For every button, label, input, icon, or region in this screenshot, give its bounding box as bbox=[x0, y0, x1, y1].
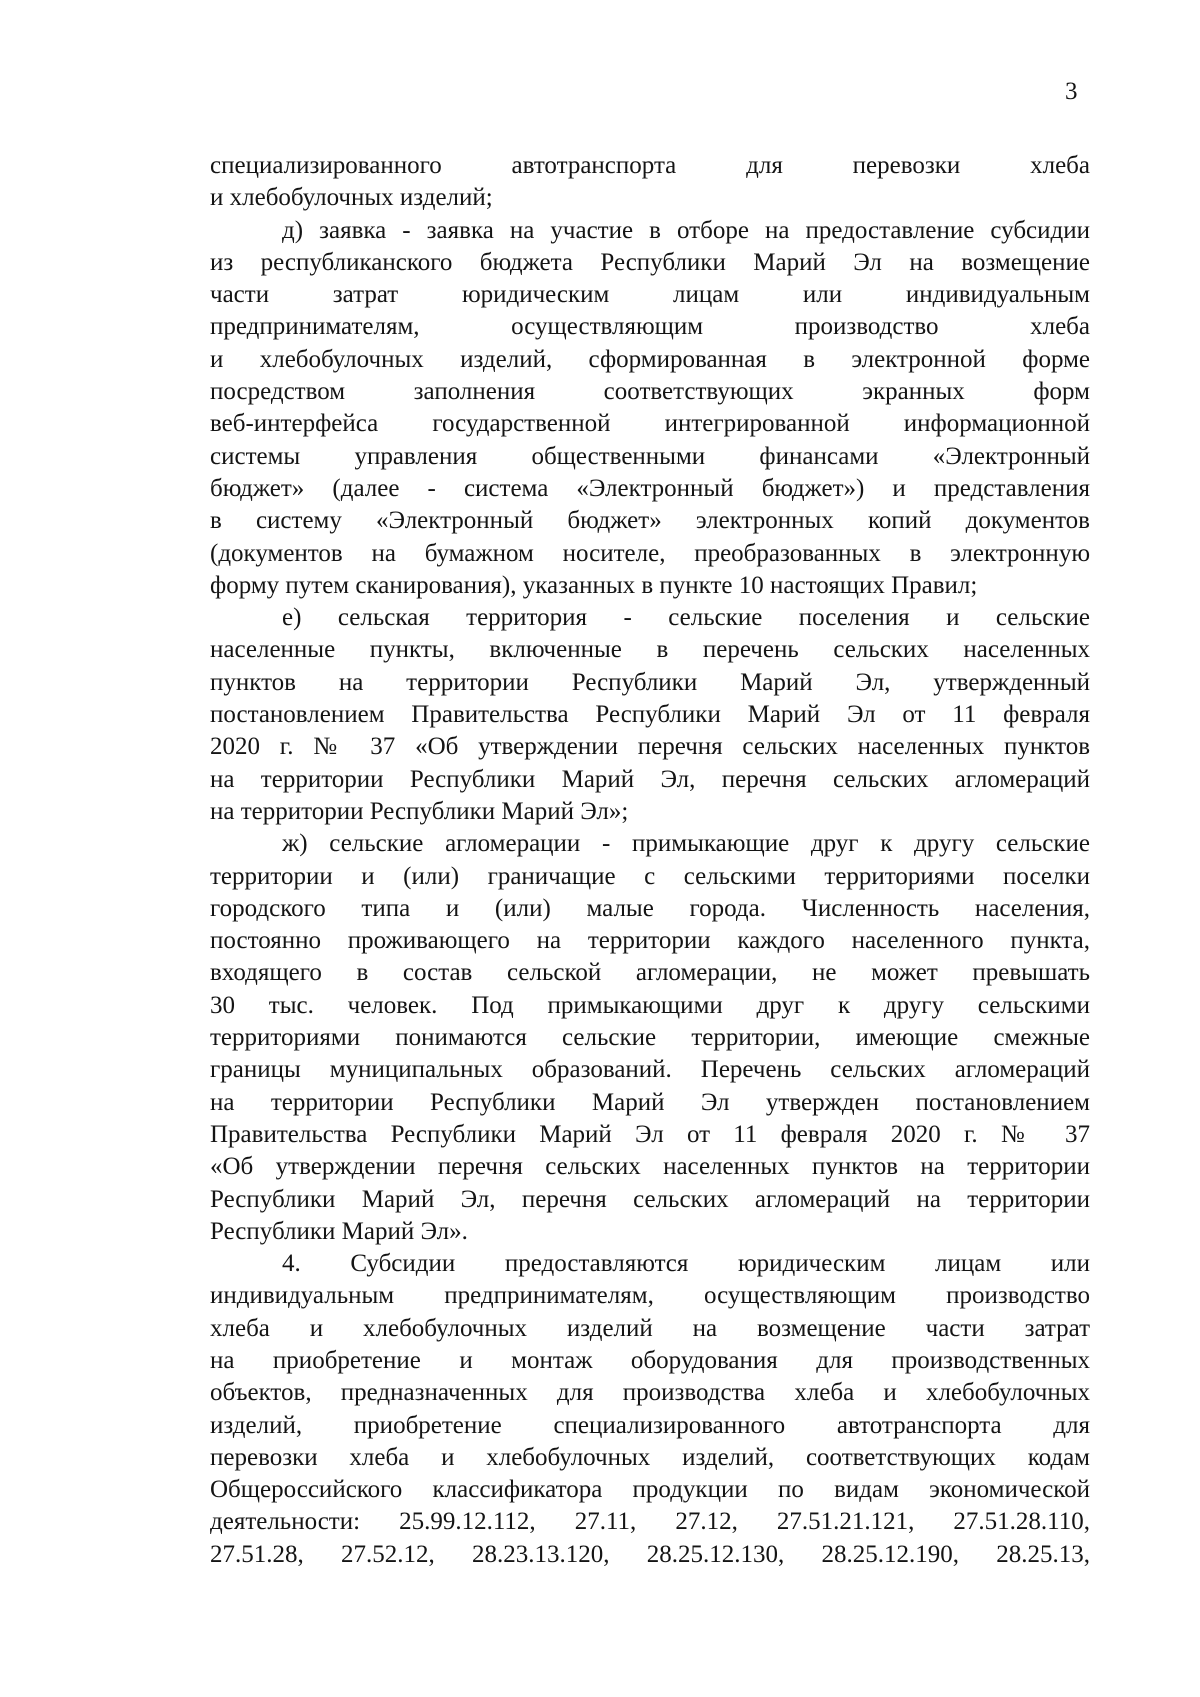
text-line: в систему «Электронный бюджет» электронных копий документов bbox=[210, 507, 1090, 535]
text-line: е) сельская территория - сельские поселения и сельские bbox=[282, 604, 1090, 632]
text-line: городского типа и (или) малые города. Численность населения, bbox=[210, 894, 1090, 922]
text-line: и хлебобулочных изделий, сформированная в электронной форме bbox=[210, 345, 1090, 373]
text-line: деятельности: 25.99.12.112, 27.11, 27.12, 27.51.21.121, 27.51.28.110, bbox=[210, 1508, 1090, 1536]
text-line: на территории Республики Марий Эл утвержден постановлением bbox=[210, 1088, 1090, 1116]
text-line: на территории Республики Марий Эл, перечня сельских агломераций bbox=[210, 765, 1090, 793]
text-line: населенные пункты, включенные в перечень сельских населенных bbox=[210, 636, 1090, 664]
text-line: 27.51.28, 27.52.12, 28.23.13.120, 28.25.12.130, 28.25.12.190, 28.25.13, bbox=[210, 1540, 1090, 1568]
text-line: территории и (или) граничащие с сельскими территориями поселки bbox=[210, 862, 1090, 890]
text-line: входящего в состав сельской агломерации, не может превышать bbox=[210, 959, 1090, 987]
text-line: постановлением Правительства Республики Марий Эл от 11 февраля bbox=[210, 701, 1090, 729]
text-line: пунктов на территории Республики Марий Эл, утвержденный bbox=[210, 668, 1090, 696]
text-line: ж) сельские агломерации - примыкающие друг к другу сельские bbox=[282, 830, 1090, 858]
text-line: и хлебобулочных изделий; bbox=[210, 184, 493, 212]
text-line: изделий, приобретение специализированного автотранспорта для bbox=[210, 1411, 1090, 1439]
text-line: д) заявка - заявка на участие в отборе на предоставление субсидии bbox=[282, 216, 1090, 244]
text-line: индивидуальным предпринимателям, осуществляющим производство bbox=[210, 1282, 1090, 1310]
text-line: посредством заполнения соответствующих экранных форм bbox=[210, 378, 1090, 406]
text-line: из республиканского бюджета Республики Марий Эл на возмещение bbox=[210, 248, 1090, 276]
text-line: части затрат юридическим лицам или индивидуальным bbox=[210, 281, 1090, 309]
text-line: Правительства Республики Марий Эл от 11 февраля 2020 г. № 37 bbox=[210, 1120, 1090, 1148]
text-line: на территории Республики Марий Эл»; bbox=[210, 797, 629, 825]
text-line: (документов на бумажном носителе, преобразованных в электронную bbox=[210, 539, 1090, 567]
text-line: 4. Субсидии предоставляются юридическим лицам или bbox=[282, 1250, 1090, 1278]
text-line: границы муниципальных образований. Перечень сельских агломераций bbox=[210, 1056, 1090, 1084]
text-line: хлеба и хлебобулочных изделий на возмещение части затрат bbox=[210, 1314, 1090, 1342]
text-line: бюджет» (далее - система «Электронный бюджет») и представления bbox=[210, 474, 1090, 502]
text-line: перевозки хлеба и хлебобулочных изделий, соответствующих кодам bbox=[210, 1443, 1090, 1471]
text-line: 2020 г. № 37 «Об утверждении перечня сельских населенных пунктов bbox=[210, 733, 1090, 761]
text-line: «Об утверждении перечня сельских населенных пунктов на территории bbox=[210, 1153, 1090, 1181]
text-line: на приобретение и монтаж оборудования для производственных bbox=[210, 1346, 1090, 1374]
text-line: Республики Марий Эл». bbox=[210, 1217, 468, 1245]
text-line: постоянно проживающего на территории каждого населенного пункта, bbox=[210, 927, 1090, 955]
text-line: территориями понимаются сельские территории, имеющие смежные bbox=[210, 1024, 1090, 1052]
text-line: системы управления общественными финансами «Электронный bbox=[210, 442, 1090, 470]
text-line: специализированного автотранспорта для перевозки хлеба bbox=[210, 152, 1090, 179]
text-line: объектов, предназначенных для производства хлеба и хлебобулочных bbox=[210, 1379, 1090, 1407]
text-line: форму путем сканирования), указанных в пункте 10 настоящих Правил; bbox=[210, 571, 978, 599]
text-line: веб-интерфейса государственной интегрированной информационной bbox=[210, 410, 1090, 438]
text-line: предпринимателям, осуществляющим производство хлеба bbox=[210, 313, 1090, 341]
page-number: 3 bbox=[1065, 78, 1078, 105]
document-body bbox=[210, 150, 1090, 1571]
text-line: 30 тыс. человек. Под примыкающими друг к другу сельскими bbox=[210, 991, 1090, 1019]
text-line: Общероссийского классификатора продукции по видам экономической bbox=[210, 1476, 1090, 1504]
text-line: Республики Марий Эл, перечня сельских агломераций на территории bbox=[210, 1185, 1090, 1213]
